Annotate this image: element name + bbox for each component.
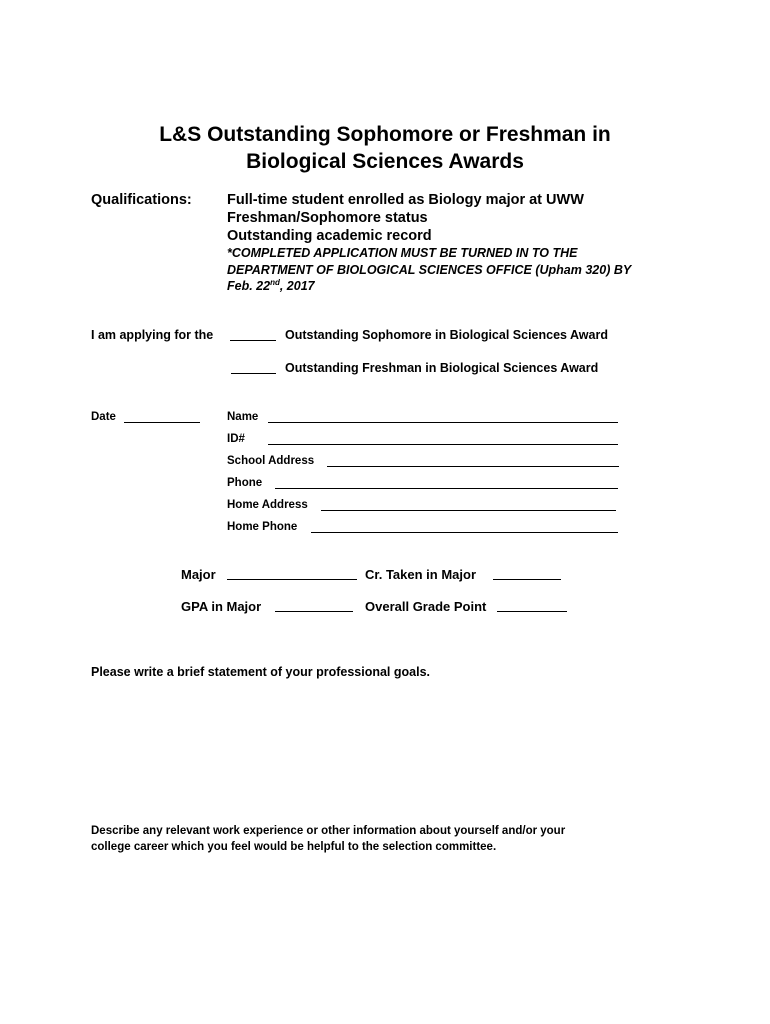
gpa-major-field[interactable]: [275, 600, 353, 612]
home-address-field[interactable]: [321, 499, 616, 511]
school-address-label: School Address: [227, 455, 315, 467]
credits-taken-label: Cr. Taken in Major: [365, 567, 477, 582]
home-phone-label: Home Phone: [227, 521, 298, 533]
overall-gpa-label: Overall Grade Point: [365, 599, 487, 614]
sophomore-award-checkbox-blank[interactable]: [230, 329, 276, 341]
deadline-date-suffix-sup: nd: [270, 278, 280, 287]
experience-prompt-line-1: Describe any relevant work experience or other information about yourself and/or your: [91, 825, 566, 837]
freshman-award-checkbox-blank[interactable]: [231, 362, 276, 374]
name-label: Name: [227, 411, 259, 423]
school-address-field[interactable]: [327, 455, 619, 467]
home-phone-field[interactable]: [311, 521, 618, 533]
date-label: Date: [91, 411, 116, 423]
sophomore-award-option: Outstanding Sophomore in Biological Sciences Award: [285, 328, 608, 342]
deadline-date-prefix: Feb. 22: [227, 279, 271, 294]
qualification-item: Freshman/Sophomore status: [227, 210, 428, 226]
name-field[interactable]: [268, 411, 618, 423]
deadline-note-line-2: DEPARTMENT OF BIOLOGICAL SCIENCES OFFICE (Upham 320) BY: [227, 263, 632, 277]
freshman-award-option: Outstanding Freshman in Biological Sciences Award: [285, 361, 599, 375]
deadline-note-line-1: *COMPLETED APPLICATION MUST BE TURNED IN TO THE: [227, 246, 578, 260]
professional-goals-prompt: Please write a brief statement of your professional goals.: [91, 665, 430, 679]
deadline-date: [227, 278, 315, 293]
home-address-label: Home Address: [227, 499, 308, 511]
qualification-item: Full-time student enrolled as Biology major at UWW: [227, 192, 584, 208]
applying-for-label: I am applying for the: [91, 328, 214, 342]
date-field[interactable]: [124, 411, 200, 423]
gpa-major-label: GPA in Major: [181, 599, 262, 614]
page-title-line-2: Biological Sciences Awards: [246, 150, 524, 173]
credits-taken-field[interactable]: [493, 568, 561, 580]
deadline-date-year: , 2017: [279, 279, 315, 294]
phone-label: Phone: [227, 477, 263, 489]
qualifications-label: Qualifications:: [91, 192, 192, 208]
qualification-item: Outstanding academic record: [227, 228, 432, 244]
page-title-line-1: L&S Outstanding Sophomore or Freshman in: [159, 123, 611, 146]
experience-prompt-line-2: college career which you feel would be helpful to the selection committee.: [91, 841, 497, 853]
phone-field[interactable]: [275, 477, 618, 489]
overall-gpa-field[interactable]: [497, 600, 567, 612]
id-label: ID#: [227, 433, 245, 445]
major-field[interactable]: [227, 568, 357, 580]
id-field[interactable]: [268, 433, 618, 445]
major-label: Major: [181, 567, 216, 582]
